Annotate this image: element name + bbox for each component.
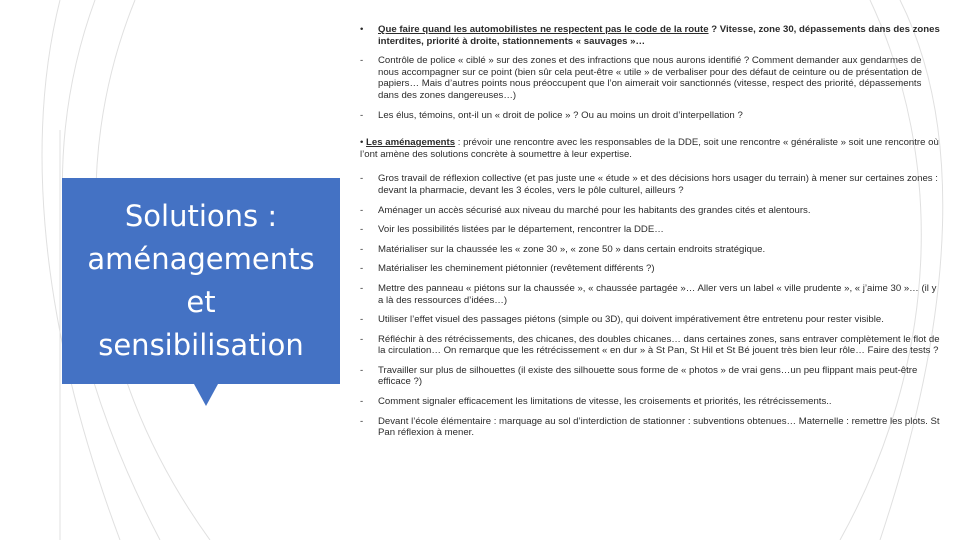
top-item-3 [360, 110, 940, 122]
list-item [360, 224, 940, 236]
top-item-text: Les élus, témoins, ont-il un « droit de police » ? Ou au moins un droit d’interpellation ? [378, 109, 743, 121]
top-item-text: Contrôle de police « ciblé » sur des zones et des infractions que nous aurons identifié ? Comment demander aux gendarmes de nous accompagner sur ce point (bien sûr cela peut-être « utile » de verbaliser pour des défaut de ceinture ou de présentation de papiers… Mais d’autres points nous préoccupent que l’on aimerait voir sanctionnés (vitesse, respect des priorité, dépassements dans des zones dangereuses…) [378, 55, 922, 101]
dash-marker: - [360, 173, 364, 185]
list-item [360, 396, 940, 408]
title-box [62, 178, 340, 384]
list-item [360, 334, 940, 357]
list-item-text: Comment signaler efficacement les limitations de vitesse, les croisements et priorités, les rétrécissements.. [378, 396, 832, 408]
dash-marker: - [360, 243, 364, 255]
section-title: Les aménagements [366, 137, 456, 149]
list-item-text: Matérialiser les cheminement piétonnier (revêtement différents ?) [378, 263, 655, 275]
list-item-text: Réfléchir à des rétrécissements, des chicanes, des doubles chicanes… dans certaines zones, sans entraver complètement le flot de la circulation… On remarque que les rétrécissement « en dur » à St Pan, St Hil et St Bé jouent très bien leur rôle… Faire des tests ? [378, 333, 940, 357]
list-item-text: Mettre des panneau « piétons sur la chaussée », « chaussée partagée »… Aller vers un label « ville prudente », « j’aime 30 »… (il y a là des ressources d’idées…) [378, 282, 937, 306]
top-item-text [378, 24, 940, 47]
list-item-text: Gros travail de réflexion collective (et pas juste une « étude » et des décisions hors usager du terrain) à mener sur certaines zones : devant la pharmacie, devant les 3 écoles, vers le pôle culturel, ailleurs ? [378, 173, 938, 196]
solutions-list [360, 173, 940, 439]
section-bullet: • [360, 137, 367, 149]
list-item [360, 173, 940, 196]
dash-marker: - [360, 282, 364, 294]
list-item [360, 263, 940, 275]
list-item-text: Voir les possibilités listées par le département, rencontrer la DDE… [378, 224, 664, 236]
dash-marker: - [360, 224, 364, 236]
dash-marker: - [360, 109, 364, 121]
dash-marker: - [360, 364, 364, 376]
list-item-text: Matérialiser sur la chaussée les « zone 30 », « zone 50 » dans certain endroits stratégique. [378, 243, 766, 255]
dash-marker: - [360, 263, 364, 275]
dash-marker: - [360, 314, 364, 326]
list-item-text: Devant l’école élémentaire : marquage au sol d’interdiction de stationner : subventions obtenues… Maternelle : remettre les plots. St Pan réflexion à mener. [378, 415, 940, 439]
list-item [360, 365, 940, 388]
top-item-1 [360, 24, 940, 47]
dash-marker: - [360, 415, 364, 427]
bullet-marker: • [360, 24, 364, 35]
top-item-2 [360, 55, 940, 101]
list-item [360, 205, 940, 217]
content-area [360, 24, 940, 447]
dash-marker: - [360, 55, 364, 67]
title-box-pointer [194, 384, 218, 406]
list-item-text: Travailler sur plus de silhouettes (il existe des silhouette sous forme de « photos » de vrai gens…un peu flippant mais peut-être efficace ?) [378, 364, 918, 388]
section-heading [360, 137, 940, 160]
dash-marker: - [360, 396, 364, 408]
dash-marker: - [360, 204, 364, 216]
slide-title: Solutions : aménagements et sensibilisation [87, 199, 315, 362]
section-rest: : prévoir une rencontre avec les responsables de la DDE, soit une rencontre « généraliste » soit une rencontre où l’ont amène des solutions concrète à soumettre à leur expertise. [360, 137, 939, 160]
dash-marker: - [360, 333, 364, 345]
list-item-text: Utiliser l’effet visuel des passages piétons (simple ou 3D), qui doivent impérativement être entretenu pour rester visible. [378, 314, 884, 326]
list-item [360, 416, 940, 439]
list-item [360, 314, 940, 326]
list-item [360, 244, 940, 256]
top-item-heading: Que faire quand les automobilistes ne respectent pas le code de la route [378, 24, 709, 35]
list-item [360, 283, 940, 306]
list-item-text: Aménager un accès sécurisé aux niveau du marché pour les habitants des grandes cités et alentours. [378, 204, 811, 216]
top-item-rest: ? Vitesse, zone 30, dépassements dans des zones interdites, priorité à droite, stationnements « sauvages »… [378, 24, 940, 47]
